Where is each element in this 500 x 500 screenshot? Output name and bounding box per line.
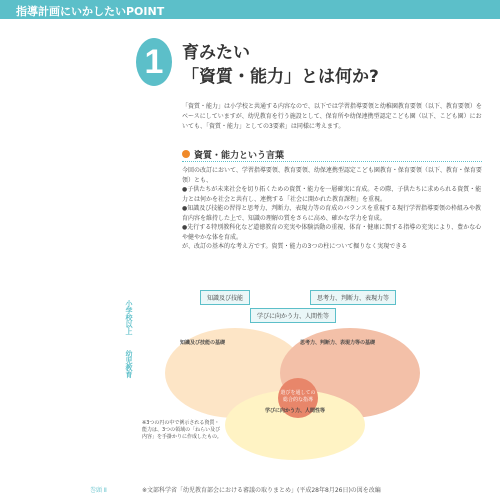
footer-source: ※文部科学省「幼児教育部会における審議の取りまとめ」(平成28年8月26日)の図を改編 xyxy=(142,487,381,494)
center-label: 遊びを通しての総合的な指導 xyxy=(280,390,316,403)
heading-line1: 育みたい xyxy=(182,43,250,63)
bottom-title: 学びに向かう力、人間性等 xyxy=(265,408,326,414)
top-item-knowledge: 知識及び技能 xyxy=(200,290,250,305)
top-item-thinking: 思考力、判断力、表現力等 xyxy=(310,290,396,305)
body-paragraph: が、改訂の基本的な考え方です。資質・能力の3つの柱について掘りなく実現できる xyxy=(182,243,408,250)
section-heading xyxy=(182,148,482,162)
header-label: 指導計画にいかしたいPOINT xyxy=(16,5,165,18)
top-item-attitude: 学びに向かう力、人間性等 xyxy=(250,308,336,323)
heading-number: 1 xyxy=(136,38,172,86)
section-title: 資質・能力という言葉 xyxy=(194,151,285,161)
diagram xyxy=(142,290,455,465)
intro-paragraph: 「資質・能力」は小学校と共通する内容なので、以下では学習指導要領と幼稚園教育要領（以下、教育要領）をベースにしていますが、幼児教育を行う施設として、保育所や幼保連携型認定こども園（以下、こども園）においても、「資質・能力」としての3要素」は同様に考えます。 xyxy=(182,103,482,130)
left-title: 知識及び技能の基礎 xyxy=(180,340,226,346)
body-bullet: ●知識及び技能の習得と思考力、判断力、表現力等の育成のバランスを重視する現行学習指導要領の枠組みや教育内容を維持した上で、知識の理解の質をさらに高め、確かな学力を育成。 xyxy=(182,205,482,222)
side-label-early: 幼児教育 xyxy=(125,350,133,378)
diagram-note: ※3つの円の中で例示される資質・能力は、3つの領域の「ねらい及び内容」を手掛かりに作成したもの。 xyxy=(142,420,222,440)
body-text xyxy=(182,166,484,252)
section-dot-icon xyxy=(182,150,190,158)
body-bullet: ●先行する特別教科化など道徳教育の充実や体験活動の重視、体育・健康に関する指導の充実により、豊かな心や健やかな体を育成。 xyxy=(182,224,482,241)
heading-line2: 「資質・能力」とは何か? xyxy=(182,67,379,87)
left-margin xyxy=(0,0,140,500)
right-title: 思考力、判断力、表現力等の基礎 xyxy=(300,340,376,346)
body-paragraph: 今回の改訂において、学習指導要領、教育要領、幼保連携型認定こども園教育・保育要領（以下、教育・保育要領）とも、 xyxy=(182,167,482,184)
page-number: 巻頭 Ⅱ xyxy=(90,487,107,494)
body-bullet: ●子供たちが未来社会を切り拓くための資質・能力を一層確実に育成。その際、子供たちに求められる資質・能力とは何かを社会と共有し、連携する「社会に開かれた教育課程」を重視。 xyxy=(182,186,482,203)
side-label-school: 小学校以上 xyxy=(125,300,133,335)
